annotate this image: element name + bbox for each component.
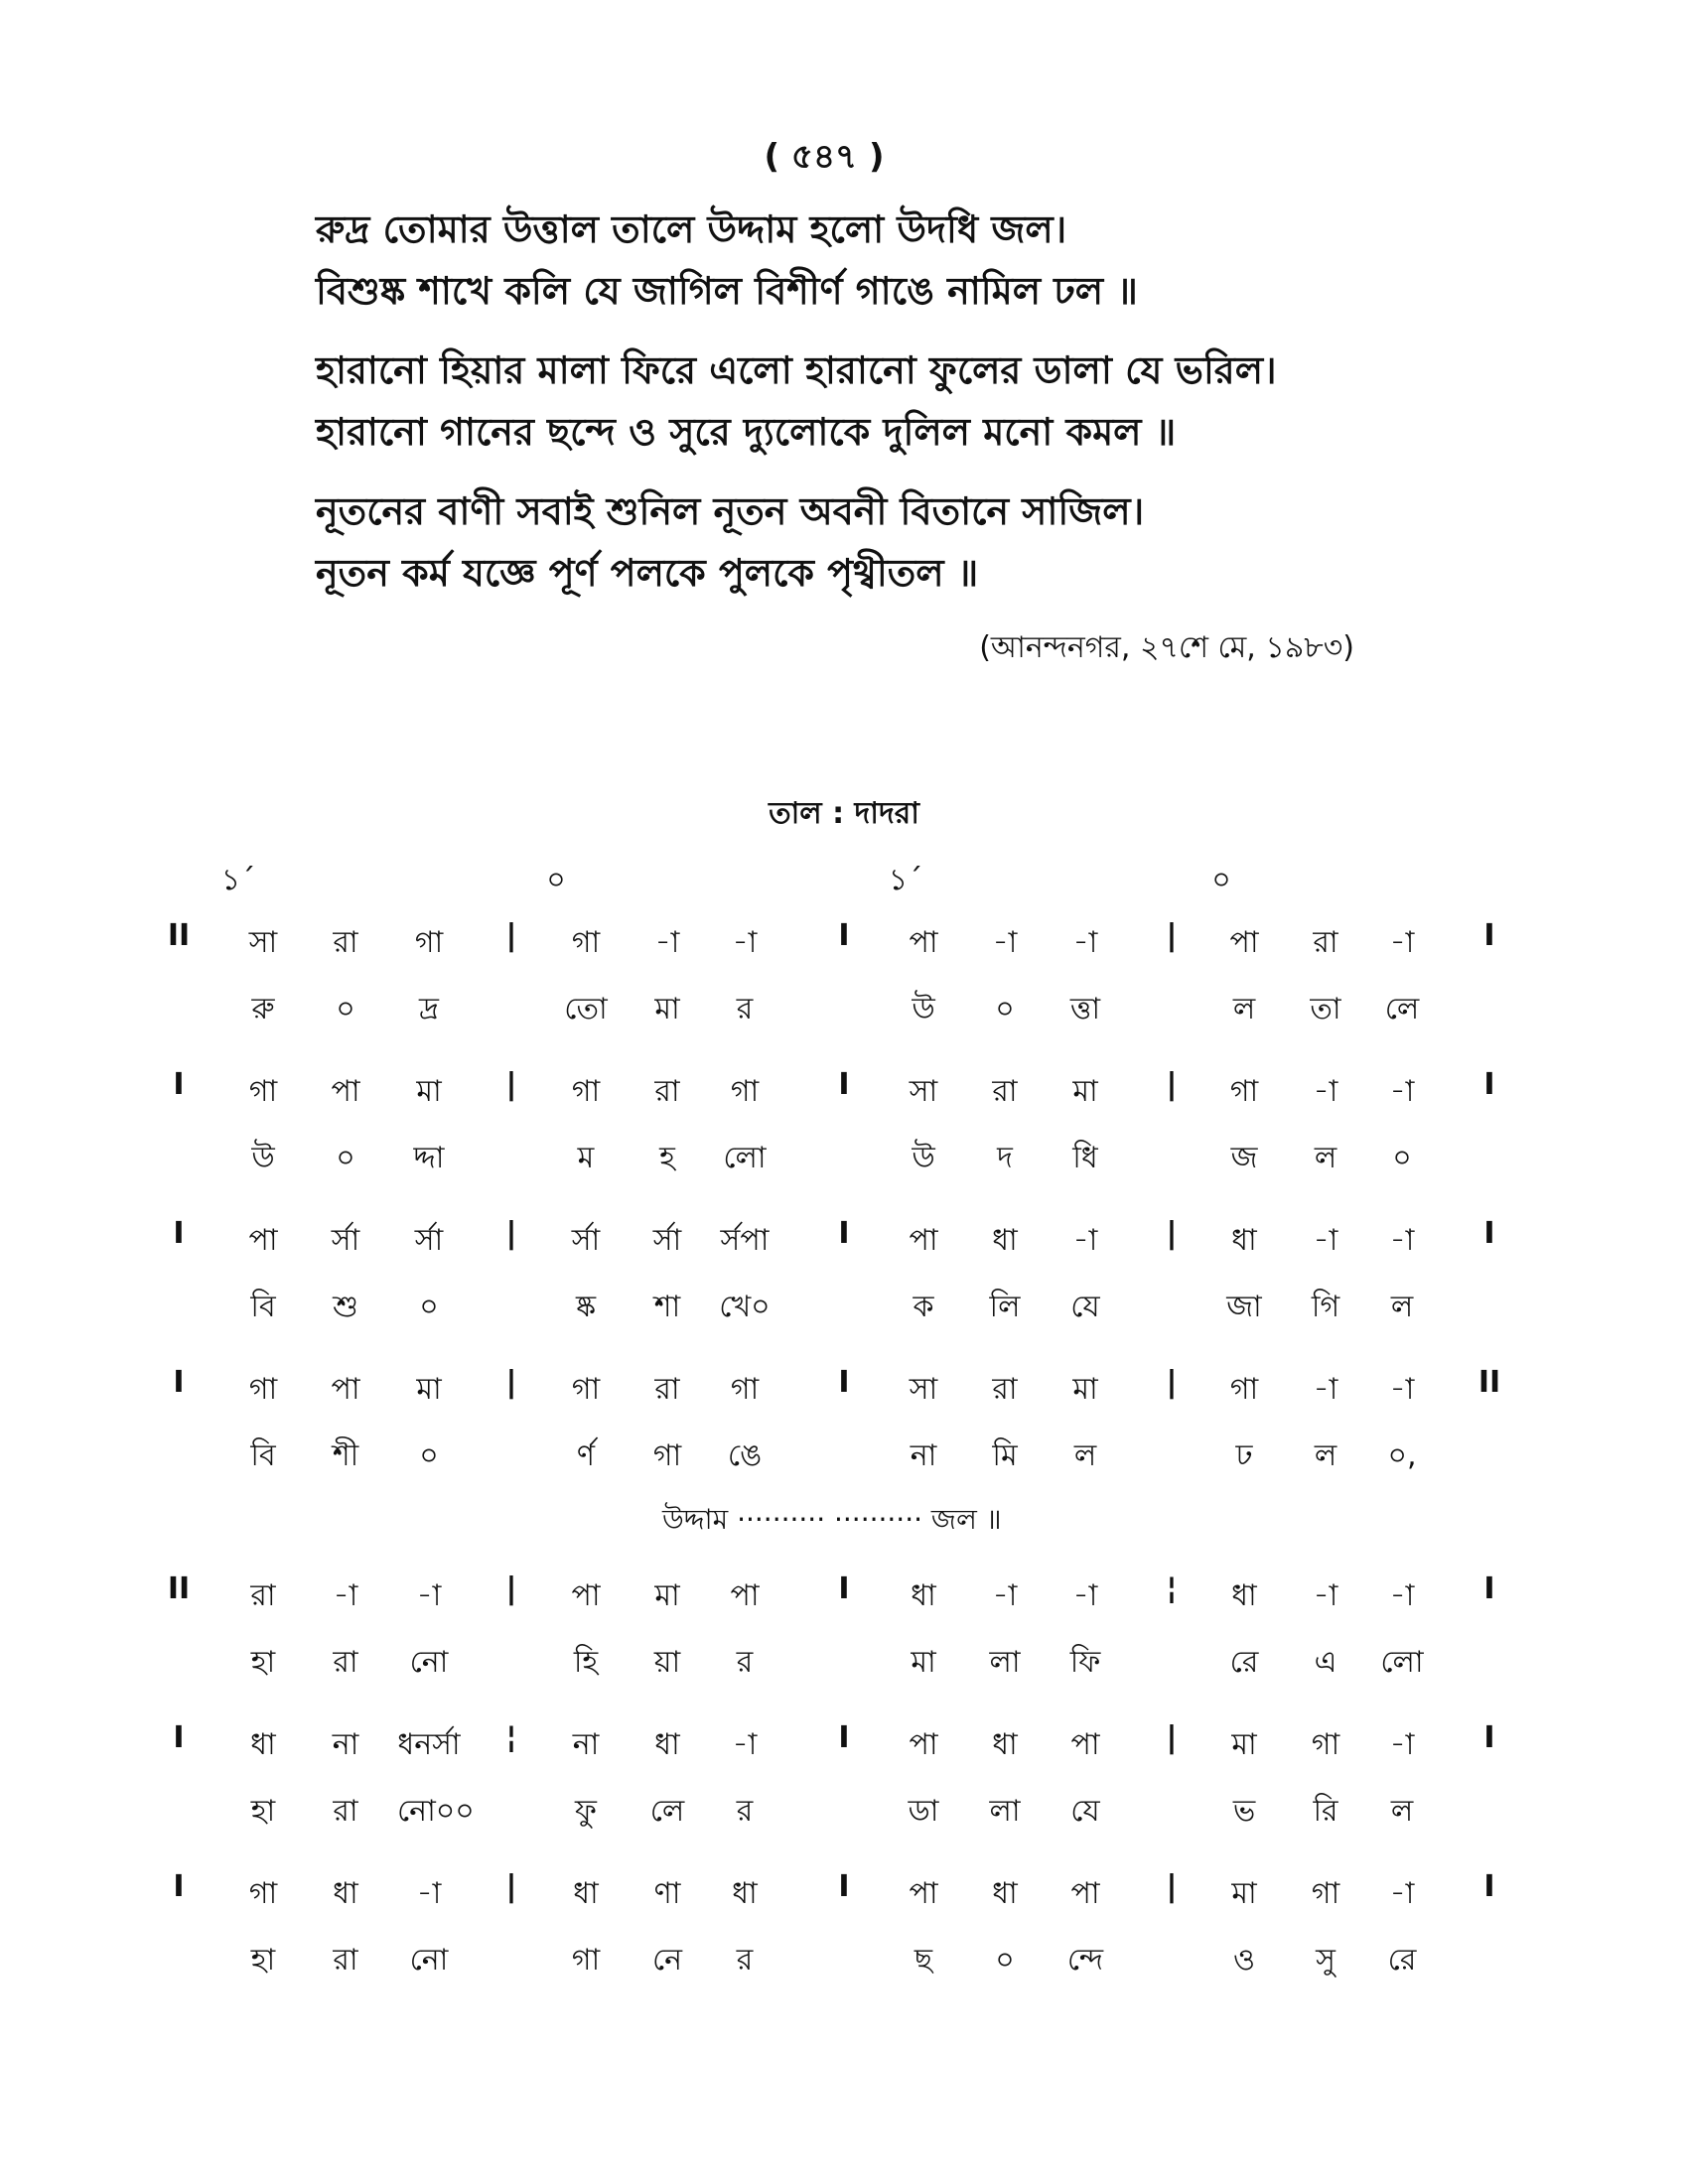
syllable-cell: লো (723, 1141, 767, 1175)
syllable-cell: গি (1311, 1290, 1340, 1324)
refrain-text: উদ্দাম ·········· ·········· জল ॥ (662, 1503, 1002, 1536)
syllable-cell: ল (1390, 1290, 1414, 1324)
syllable-cell: হা (250, 1794, 276, 1829)
syllable-cell: হ (659, 1141, 675, 1175)
syllable-cell: এ (1314, 1645, 1337, 1680)
syllable-cell: র (736, 1645, 754, 1680)
lyric-line: নূতন কর্ম যজ্ঞে পূর্ণ পলকে পুলকে পৃথ্বীতল ॥ (316, 551, 979, 595)
swara-cell: -া (992, 1578, 1018, 1613)
bar-line: | (1166, 918, 1178, 953)
stanza (316, 480, 1507, 604)
syllable-cell: রে (1229, 1645, 1259, 1680)
bar-line: ¦ (505, 1720, 517, 1755)
swara-cell: পা (909, 1727, 938, 1762)
page-number: ( ৫৪৭ ) (764, 137, 885, 177)
dateline: (আনন্দনগর, ২৭শে মে, ১৯৮৩) (979, 630, 1354, 665)
swara-cell: গা (571, 925, 601, 960)
swara-cell: ধা (573, 1876, 599, 1911)
syllable-cell: যে (1070, 1290, 1100, 1324)
syllable-cell: জ (1230, 1141, 1258, 1175)
bar-line: | (505, 1216, 517, 1251)
swara-cell: ধা (732, 1876, 758, 1911)
syllable-cell: র (736, 1943, 754, 1978)
syllable-cell: ০ (336, 1141, 355, 1175)
syllable-cell: রা (333, 1794, 358, 1829)
swara-cell: র্সপা (720, 1223, 770, 1258)
swara-cell: গা (1229, 1372, 1259, 1407)
swara-cell: সা (248, 925, 278, 960)
syllable-cell: র (736, 992, 754, 1026)
swara-cell: -া (1313, 1223, 1338, 1258)
syllable-cell: নো (409, 1645, 449, 1680)
bar-line: I (173, 1067, 185, 1102)
swara-cell: সা (909, 1372, 938, 1407)
syllable-cell: ০ (995, 992, 1015, 1026)
swara-cell: গা (248, 1876, 278, 1911)
syllable-cell: হা (250, 1943, 276, 1978)
lyric-line: হারানো গানের ছন্দে ও সুরে দ্যুলোকে দুলিল মনো কমল ॥ (316, 410, 1177, 454)
syllable-cell: ত্তা (1069, 992, 1101, 1026)
bar-line: I (838, 1067, 850, 1102)
syllable-cell: ০ (995, 1943, 1015, 1978)
syllable-cell: গা (652, 1438, 682, 1473)
swara-row (0, 1216, 1688, 1283)
beat-marker: ১´ (888, 863, 923, 897)
syllable-row (0, 1283, 1688, 1349)
lyric-line: নূতনের বাণী সবাই শুনিল নূতন অবনী বিতানে সাজিল। (316, 489, 1145, 533)
syllable-row (0, 1638, 1688, 1705)
syllable-cell: যে (1070, 1794, 1100, 1829)
swara-cell: সা (909, 1074, 938, 1109)
syllable-cell: জা (1226, 1290, 1262, 1324)
bar-line: I (173, 1869, 185, 1904)
syllable-cell: ম (577, 1141, 595, 1175)
syllable-cell: সু (1316, 1943, 1336, 1978)
swara-cell: ধা (992, 1223, 1018, 1258)
syllable-cell: রি (1313, 1794, 1338, 1829)
syllable-cell: বি (250, 1290, 276, 1324)
syllable-cell: লো (1380, 1645, 1424, 1680)
stanza (316, 199, 1507, 322)
swara-cell: -া (1313, 1074, 1338, 1109)
swara-cell: -া (416, 1578, 442, 1613)
bar-line: I (173, 1216, 185, 1251)
syllable-cell: হি (573, 1645, 599, 1680)
bar-line: I (1483, 1720, 1495, 1755)
beat-marker: ০ (1211, 863, 1231, 897)
swara-cell: -া (1389, 1372, 1415, 1407)
syllable-cell: দ্র (419, 992, 439, 1026)
syllable-cell: উ (912, 1141, 935, 1175)
swara-cell: -া (1072, 1578, 1098, 1613)
syllable-cell: মি (992, 1438, 1018, 1473)
swara-cell: র্সা (331, 1223, 360, 1258)
bar-line: | (1166, 1720, 1178, 1755)
swara-cell: রা (992, 1074, 1018, 1109)
syllable-cell: খে০ (719, 1290, 771, 1324)
syllable-cell: হা (250, 1645, 276, 1680)
syllable-cell: তা (1310, 992, 1341, 1026)
syllable-cell: ষ্ক (575, 1290, 597, 1324)
swara-cell: রা (250, 1578, 276, 1613)
swara-cell: ধা (333, 1876, 358, 1911)
swara-cell: পা (248, 1223, 278, 1258)
syllable-cell: দ্দা (413, 1141, 445, 1175)
syllable-cell: ন্দে (1066, 1943, 1104, 1978)
swara-cell: -া (1389, 1876, 1415, 1911)
syllable-cell: ০ (336, 992, 355, 1026)
swara-row (0, 918, 1688, 985)
swara-cell: মা (654, 1578, 680, 1613)
bar-line: I (173, 1365, 185, 1400)
swara-cell: গা (730, 1074, 760, 1109)
swara-cell: -া (1389, 1727, 1415, 1762)
bar-line: | (1166, 1869, 1178, 1904)
swara-cell: রা (992, 1372, 1018, 1407)
swara-cell: গা (1311, 1876, 1340, 1911)
swara-cell: ধা (911, 1578, 936, 1613)
syllable-cell: বি (250, 1438, 276, 1473)
syllable-cell: ও (1232, 1943, 1256, 1978)
bar-line: | (505, 1571, 517, 1606)
block-gap (0, 2002, 1688, 2018)
swara-cell: মা (1231, 1727, 1257, 1762)
swara-cell: -া (1389, 925, 1415, 960)
swara-cell: রা (1313, 925, 1338, 960)
syllable-cell: মা (911, 1645, 936, 1680)
lyrics-block (316, 199, 1507, 621)
swara-cell: গা (414, 925, 444, 960)
swara-cell: ণা (653, 1876, 681, 1911)
bar-line: I (1483, 1067, 1495, 1102)
swara-cell: -া (1389, 1074, 1415, 1109)
swara-cell: -া (1072, 1223, 1098, 1258)
swara-row (0, 1571, 1688, 1638)
syllable-row (0, 1787, 1688, 1853)
swara-cell: -া (416, 1876, 442, 1911)
swara-cell: না (572, 1727, 600, 1762)
section-gap (0, 1548, 1688, 1571)
bar-line: II (167, 918, 191, 953)
swara-cell: গা (571, 1074, 601, 1109)
syllable-cell: ০ (419, 1438, 439, 1473)
swara-cell: পা (730, 1578, 760, 1613)
swara-cell: গা (571, 1372, 601, 1407)
swara-cell: -া (333, 1578, 358, 1613)
syllable-cell: ফি (1069, 1645, 1101, 1680)
syllable-cell: রু (251, 992, 275, 1026)
syllable-cell: র্ণ (576, 1438, 596, 1473)
syllable-cell: ল (1314, 1438, 1337, 1473)
block-gap (0, 1705, 1688, 1720)
swara-cell: মা (416, 1372, 442, 1407)
swara-cell: র্সা (652, 1223, 682, 1258)
swara-cell: ধা (1231, 1578, 1257, 1613)
bar-line: I (838, 1720, 850, 1755)
syllable-cell: শী (332, 1438, 359, 1473)
lyric-line: হারানো হিয়ার মালা ফিরে এলো হারানো ফুলের ডালা যে ভরিল। (316, 348, 1277, 392)
swara-cell: ধা (992, 1876, 1018, 1911)
syllable-cell: ল (1232, 992, 1256, 1026)
lyric-line: বিশুষ্ক শাখে কলি যে জাগিল বিশীর্ণ গাঙে নামিল ঢল ॥ (316, 269, 1138, 313)
swara-cell: -া (1313, 1372, 1338, 1407)
swara-cell: -া (654, 925, 680, 960)
syllable-cell: লা (989, 1645, 1021, 1680)
stanza (316, 340, 1507, 463)
syllable-cell: ঢ (1235, 1438, 1253, 1473)
syllable-cell: লে (649, 1794, 685, 1829)
swara-row (0, 1067, 1688, 1134)
swara-row (0, 1365, 1688, 1432)
notation-table (0, 918, 1688, 2018)
swara-cell: র্সা (414, 1223, 444, 1258)
swara-row (0, 1720, 1688, 1787)
bar-line: | (505, 918, 517, 953)
swara-cell: গা (730, 1372, 760, 1407)
syllable-cell: র (736, 1794, 754, 1829)
swara-cell: -া (1313, 1578, 1338, 1613)
bar-line: | (1166, 1067, 1178, 1102)
syllable-cell: ছ (914, 1943, 933, 1978)
beat-markers (0, 856, 1688, 899)
swara-cell: না (332, 1727, 359, 1762)
syllable-cell: ক (913, 1290, 934, 1324)
swara-cell: -া (1072, 925, 1098, 960)
syllable-cell: লা (989, 1794, 1021, 1829)
bar-line: I (838, 1216, 850, 1251)
bar-line: I (838, 1869, 850, 1904)
swara-cell: পা (571, 1578, 601, 1613)
syllable-cell: নো০০ (397, 1794, 475, 1829)
swara-cell: পা (1070, 1727, 1100, 1762)
swara-cell: ধা (1231, 1223, 1257, 1258)
syllable-row (0, 1936, 1688, 2002)
syllable-cell: য়া (653, 1645, 681, 1680)
swara-cell: পা (909, 1223, 938, 1258)
syllable-cell: ০ (1392, 1141, 1412, 1175)
syllable-cell: শু (333, 1290, 358, 1324)
swara-cell: ধা (654, 1727, 680, 1762)
swara-cell: পা (1229, 925, 1259, 960)
swara-cell: পা (909, 925, 938, 960)
syllable-cell: ফু (575, 1794, 597, 1829)
swara-cell: -া (992, 925, 1018, 960)
bar-line: I (173, 1720, 185, 1755)
taal-heading: তাল : দাদরা (769, 796, 919, 831)
block-gap (0, 1349, 1688, 1365)
swara-cell: পা (331, 1372, 360, 1407)
bar-line: II (1477, 1365, 1501, 1400)
bar-line: I (838, 918, 850, 953)
syllable-cell: মা (654, 992, 680, 1026)
bar-line: I (1483, 1869, 1495, 1904)
swara-cell: -া (1389, 1223, 1415, 1258)
bar-line: I (1483, 1571, 1495, 1606)
syllable-cell: গা (571, 1943, 601, 1978)
syllable-row (0, 985, 1688, 1051)
swara-cell: গা (1311, 1727, 1340, 1762)
bar-line: | (505, 1067, 517, 1102)
beat-marker: ০ (546, 863, 566, 897)
syllable-cell: রা (333, 1943, 358, 1978)
swara-cell: রা (654, 1074, 680, 1109)
swara-cell: -া (1389, 1578, 1415, 1613)
syllable-cell: নে (651, 1943, 683, 1978)
syllable-cell: লে (1384, 992, 1420, 1026)
syllable-cell: তো (564, 992, 608, 1026)
swara-cell: -া (732, 925, 758, 960)
beat-marker: ১´ (220, 863, 256, 897)
bar-line: I (1483, 1216, 1495, 1251)
swara-cell: ধা (992, 1727, 1018, 1762)
syllable-cell: নো (409, 1943, 449, 1978)
swara-row (0, 1869, 1688, 1936)
swara-cell: মা (1072, 1372, 1098, 1407)
syllable-row (0, 1134, 1688, 1200)
lyric-line: রুদ্র তোমার উত্তাল তালে উদ্দাম হলো উদধি জল। (316, 207, 1067, 251)
syllable-cell: ল (1390, 1794, 1414, 1829)
bar-line: I (1483, 918, 1495, 953)
block-gap (0, 1051, 1688, 1067)
syllable-cell: শা (653, 1290, 681, 1324)
swara-cell: মা (1231, 1876, 1257, 1911)
syllable-cell: রা (333, 1645, 358, 1680)
syllable-cell: ০ (419, 1290, 439, 1324)
syllable-row (0, 1432, 1688, 1498)
swara-cell: পা (1070, 1876, 1100, 1911)
bar-line: | (1166, 1216, 1178, 1251)
swara-cell: র্সা (571, 1223, 601, 1258)
swara-cell: রা (654, 1372, 680, 1407)
bar-line: | (1166, 1365, 1178, 1400)
swara-cell: রা (333, 925, 358, 960)
swara-cell: গা (1229, 1074, 1259, 1109)
swara-cell: ধনর্সা (397, 1727, 461, 1762)
swara-cell: গা (248, 1074, 278, 1109)
syllable-cell: ল (1314, 1141, 1337, 1175)
syllable-cell: ঙে (727, 1438, 763, 1473)
block-gap (0, 1853, 1688, 1869)
bar-line: II (167, 1571, 191, 1606)
bar-line: | (505, 1365, 517, 1400)
syllable-cell: লি (989, 1290, 1021, 1324)
syllable-cell: রে (1387, 1943, 1417, 1978)
syllable-cell: ০, (1387, 1438, 1417, 1473)
syllable-cell: ডা (908, 1794, 939, 1829)
syllable-cell: ল (1073, 1438, 1097, 1473)
syllable-cell: উ (251, 1141, 275, 1175)
swara-cell: পা (331, 1074, 360, 1109)
swara-cell: গা (248, 1372, 278, 1407)
swara-cell: -া (732, 1727, 758, 1762)
swara-cell: পা (909, 1876, 938, 1911)
swara-cell: ধা (250, 1727, 276, 1762)
syllable-cell: উ (912, 992, 935, 1026)
block-gap (0, 1200, 1688, 1216)
syllable-cell: দ (997, 1141, 1013, 1175)
bar-line: | (505, 1869, 517, 1904)
bar-line: I (838, 1365, 850, 1400)
swara-cell: মা (416, 1074, 442, 1109)
bar-line: ¦ (1166, 1571, 1178, 1606)
refrain-row (0, 1498, 1688, 1548)
syllable-cell: ভ (1232, 1794, 1256, 1829)
syllable-cell: না (910, 1438, 937, 1473)
swara-cell: মা (1072, 1074, 1098, 1109)
syllable-cell: ধি (1072, 1141, 1098, 1175)
bar-line: I (838, 1571, 850, 1606)
